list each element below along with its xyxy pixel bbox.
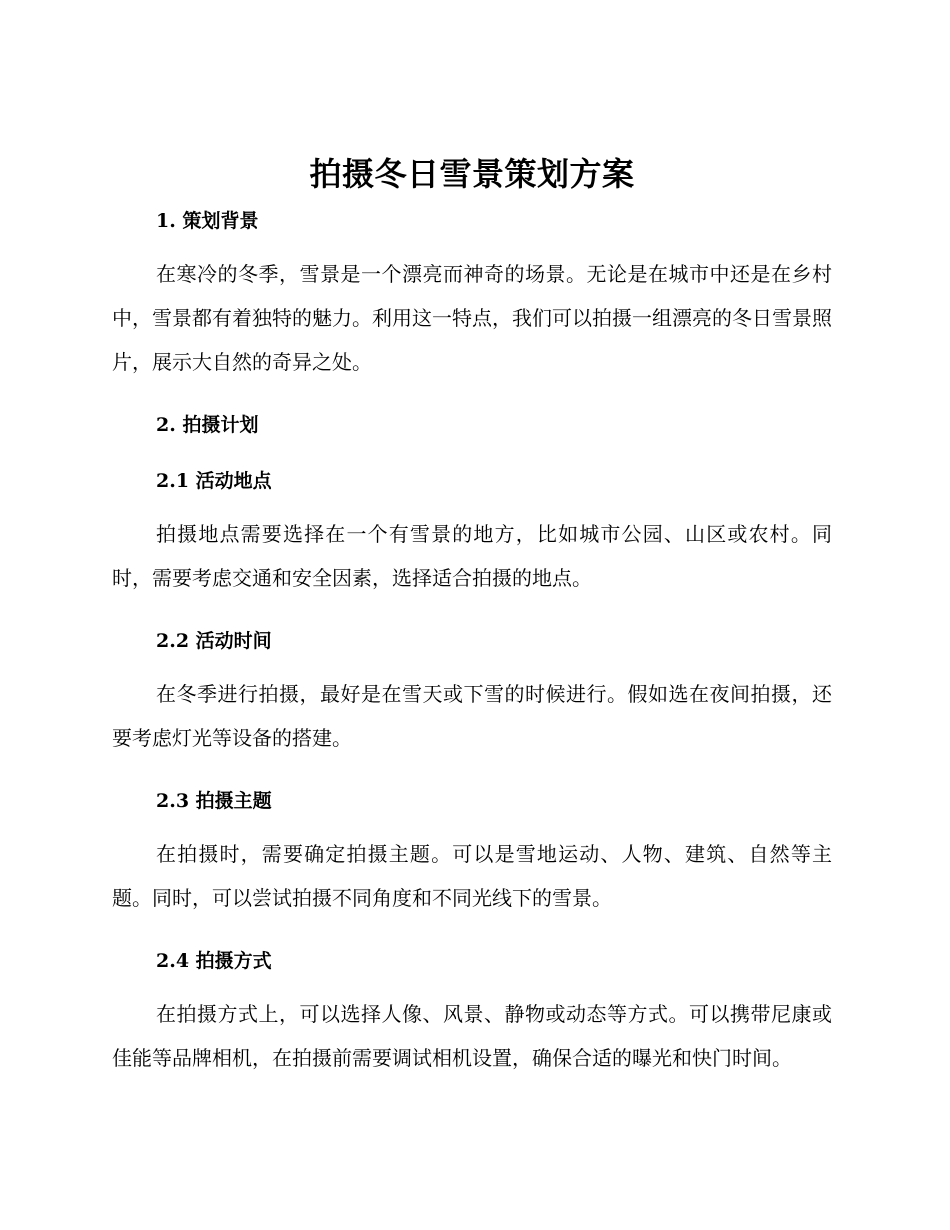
subsection-heading-time: 2.2 活动时间: [156, 630, 272, 652]
paragraph-location: 拍摄地点需要选择在一个有雪景的地方，比如城市公园、山区或农村。同时，需要考虑交通和安全因素，选择适合拍摄的地点。: [112, 522, 832, 590]
subsection-heading-theme: 2.3 拍摄主题: [156, 790, 272, 812]
paragraph-time: 在冬季进行拍摄，最好是在雪天或下雪的时候进行。假如选在夜间拍摄，还要考虑灯光等设备的搭建。: [112, 682, 832, 750]
document-page: [112, 148, 832, 1080]
paragraph-method: 在拍摄方式上，可以选择人像、风景、静物或动态等方式。可以携带尼康或佳能等品牌相机，在拍摄前需要调试相机设置，确保合适的曝光和快门时间。: [112, 1002, 832, 1070]
subsection-heading-location: 2.1 活动地点: [156, 470, 272, 492]
section-heading-plan: 2. 拍摄计划: [156, 414, 259, 436]
document-title: 拍摄冬日雪景策划方案: [309, 155, 635, 193]
paragraph-background: 在寒冷的冬季，雪景是一个漂亮而神奇的场景。无论是在城市中还是在乡村中，雪景都有着独特的魅力。利用这一特点，我们可以拍摄一组漂亮的冬日雪景照片，展示大自然的奇异之处。: [112, 262, 832, 374]
section-heading-background: 1. 策划背景: [156, 210, 259, 232]
subsection-heading-method: 2.4 拍摄方式: [156, 950, 272, 972]
paragraph-theme: 在拍摄时，需要确定拍摄主题。可以是雪地运动、人物、建筑、自然等主题。同时，可以尝试拍摄不同角度和不同光线下的雪景。: [112, 842, 832, 910]
